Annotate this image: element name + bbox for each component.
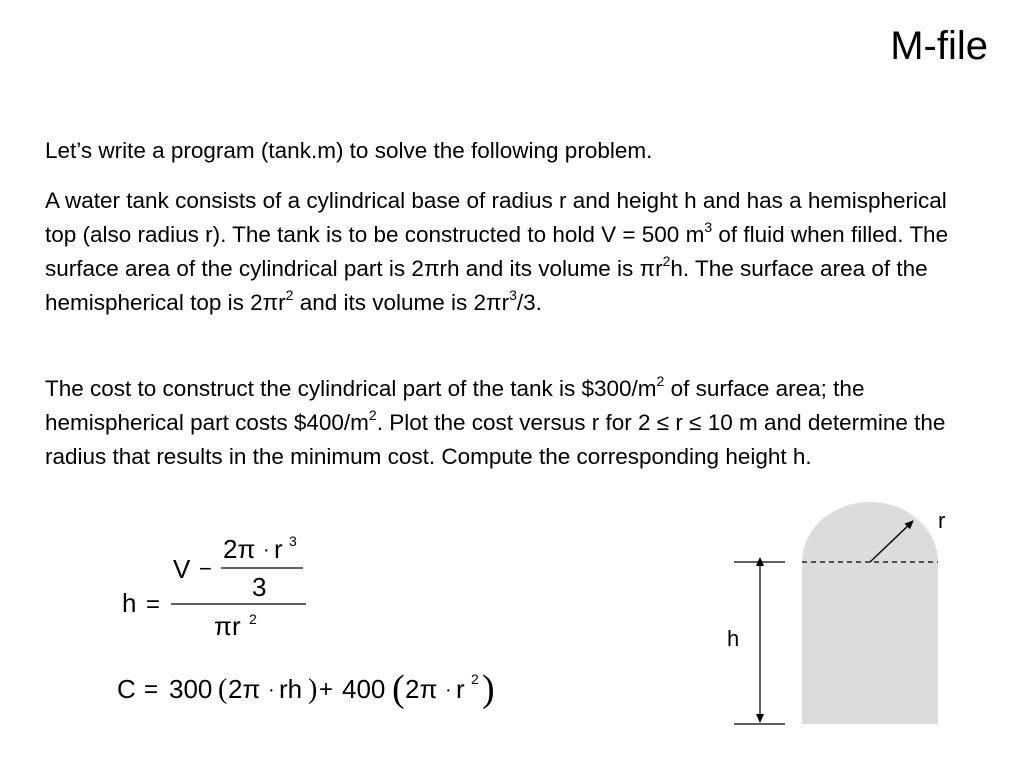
eq-exponent-2: 2 [471,671,479,687]
text: and its volume is 2 [293,290,487,315]
radius-arrow [870,521,913,562]
le-symbol: ≤ [656,410,670,435]
eq-big-paren-open: ( [392,668,405,710]
radius-label: r [938,508,946,533]
text: 10 m and determine the radius that results in the minimum cost. Compute the corresponding height h. [45,410,946,469]
eq-dot: · [263,539,270,561]
eq-300: 300 [169,674,213,704]
tank-shape [802,502,938,724]
text: r [501,290,510,315]
eq-paren-close: ) [308,674,318,705]
eq-dot: · [268,679,275,701]
eq-exponent-2: 2 [249,611,257,627]
eq-minus: − [199,556,212,581]
text: A water tank consists of a cylindrical base of radius r and height h and has a hemispherical top (also radius r). The tank is to be constructed to hold V = 500 m [45,188,947,247]
superscript: 2 [285,286,294,303]
superscript: 2 [662,252,671,269]
text: The cost to construct the cylindrical part of the tank is $300/m [45,376,657,401]
eq-r: r [456,674,465,704]
text: of surface area; the hemispherical part costs $400/m [45,376,865,435]
problem-paragraph [45,184,980,320]
eq-plus: + [319,676,334,703]
text: . Plot the cost versus r for 2 [376,410,657,435]
le-symbol: ≤ [689,410,702,435]
eq-two-pi: 2π [405,674,438,704]
text: h. The surface area of the hemispherical top is 2 [45,256,928,315]
eq-exponent-3: 3 [289,533,297,549]
eq-equals: = [144,676,159,703]
superscript: 2 [368,406,377,423]
eq-two-pi: 2π [223,534,256,564]
pi-symbol: π [423,256,440,281]
eq-r: r [274,534,283,564]
intro-paragraph: Let’s write a program (tank.m) to solve the following problem. [45,138,653,163]
superscript: 3 [509,286,517,303]
cost-paragraph [45,372,980,474]
pi-symbol: π [486,290,502,315]
eq-400: 400 [342,674,386,704]
eq-big-paren-close: ) [482,668,495,710]
eq-equals: = [146,591,161,618]
eq-v-symbol: V [173,554,191,584]
eq-h-symbol: h [122,588,137,618]
text: r [278,290,286,315]
eq-rh: rh [279,674,303,704]
superscript: 2 [656,372,665,389]
height-label: h [727,626,740,651]
text: of fluid when filled. The surface area of the cylindrical part is 2 [45,222,949,281]
text: rh and its volume is [439,256,640,281]
pi-symbol: π [639,256,656,281]
eq-denominator-3: 3 [252,572,267,602]
text: /3. [516,290,542,315]
superscript: 3 [704,218,713,235]
slide-title: M-file [890,24,988,68]
eq-two-pi: 2π [228,674,261,704]
eq-c-symbol: C [117,674,136,704]
eq-pi-r: πr [214,611,241,641]
text: r [669,410,690,435]
eq-paren-open: ( [218,674,228,705]
text: r [655,256,663,281]
pi-symbol: π [262,290,279,315]
eq-dot: · [445,679,452,701]
